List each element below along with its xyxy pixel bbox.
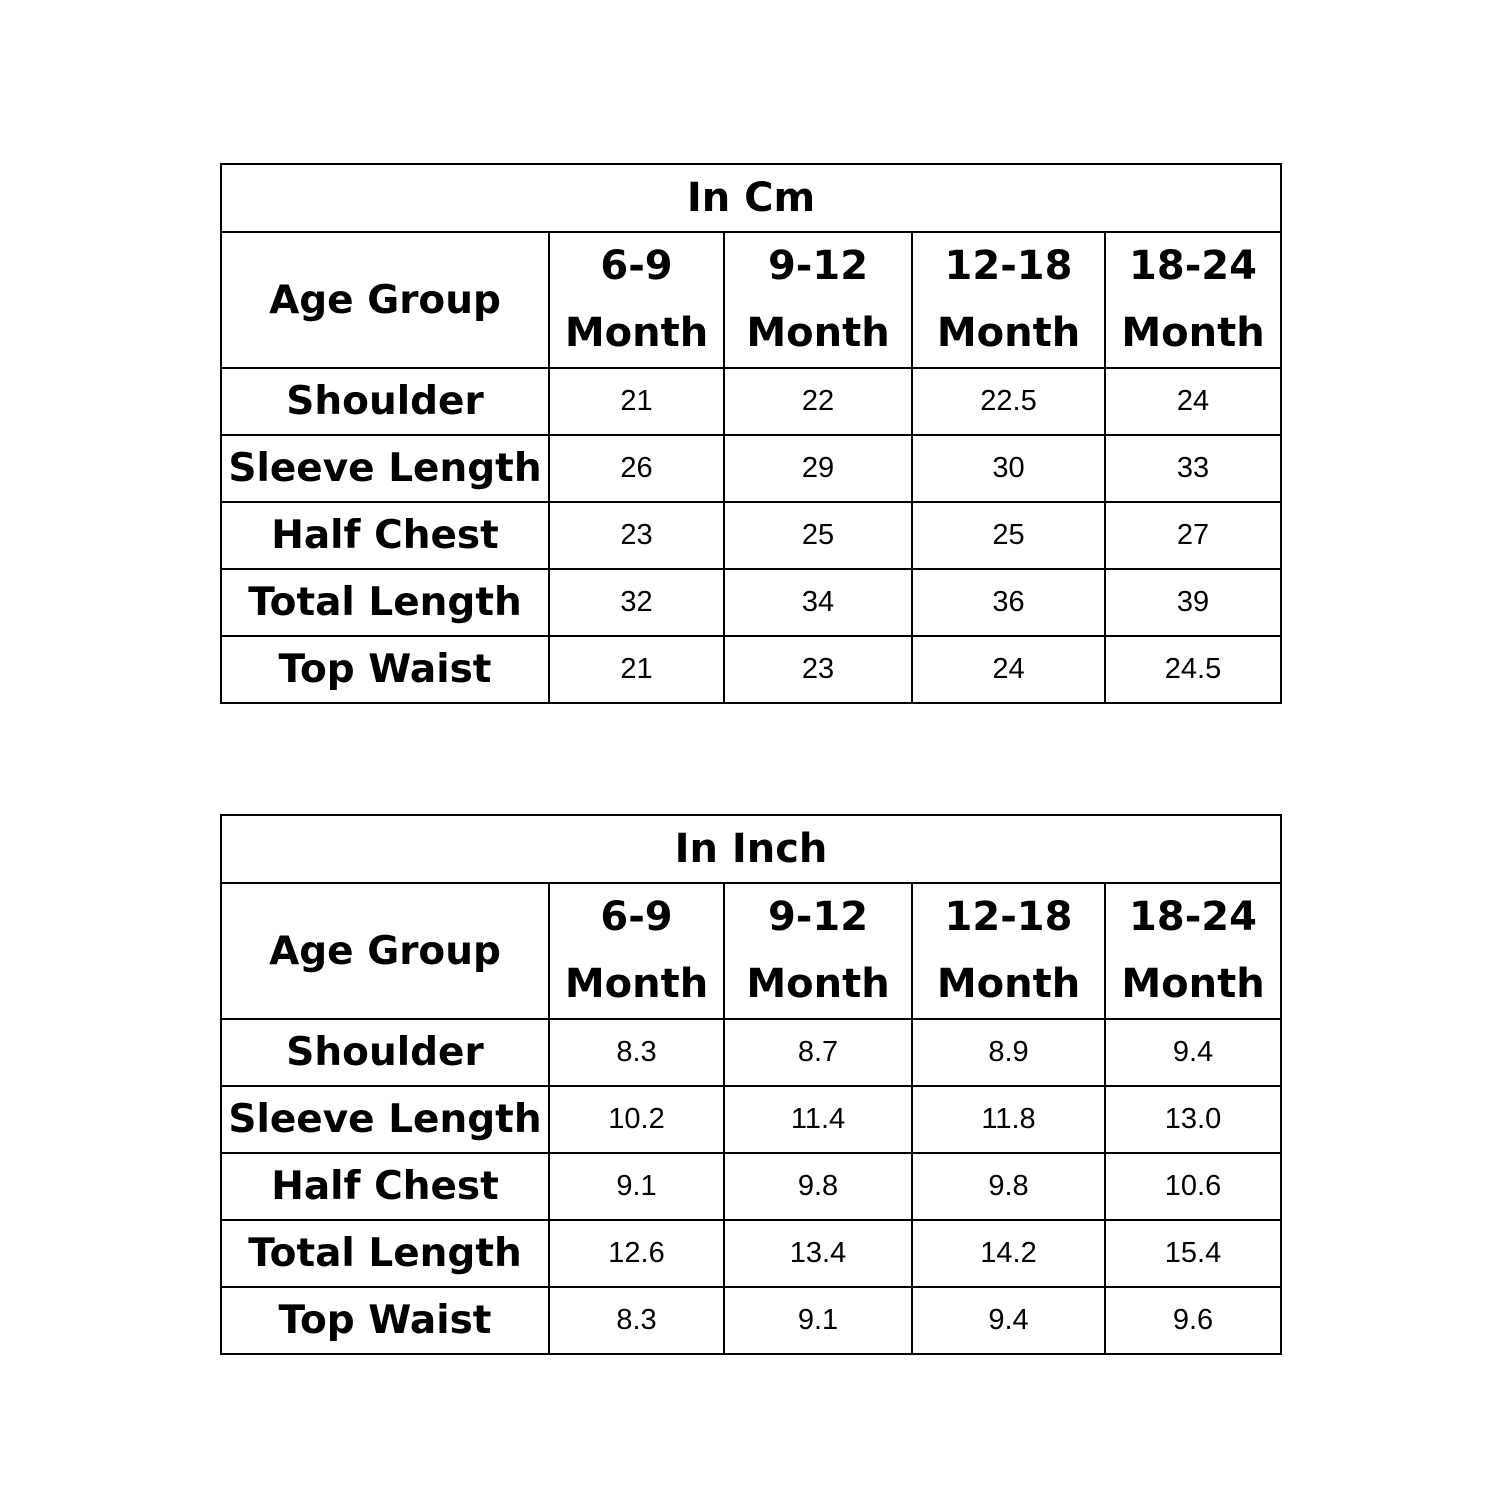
- age-unit: Month: [746, 310, 890, 356]
- row-label: Shoulder: [221, 1019, 549, 1086]
- value-cell: 25: [724, 502, 912, 569]
- header-row: [221, 232, 1281, 368]
- row-label: Half Chest: [221, 502, 549, 569]
- table-title: In Inch: [221, 815, 1281, 883]
- header-row: [221, 883, 1281, 1019]
- value-cell: 11.4: [724, 1086, 912, 1153]
- value-cell: 8.7: [724, 1019, 912, 1086]
- column-header: [1105, 883, 1281, 1019]
- table-row: [221, 636, 1281, 703]
- column-header: [912, 883, 1105, 1019]
- value-cell: 24: [912, 636, 1105, 703]
- value-cell: 30: [912, 435, 1105, 502]
- value-cell: 39: [1105, 569, 1281, 636]
- row-label: Total Length: [221, 569, 549, 636]
- age-unit: Month: [1121, 961, 1265, 1007]
- age-range: 6-9: [600, 243, 673, 289]
- value-cell: 29: [724, 435, 912, 502]
- value-cell: 22: [724, 368, 912, 435]
- table-row: [221, 1287, 1281, 1354]
- value-cell: 15.4: [1105, 1220, 1281, 1287]
- age-range: 18-24: [1129, 243, 1257, 289]
- size-chart-cm-table: [220, 163, 1282, 704]
- age-unit: Month: [936, 310, 1081, 356]
- column-header: [724, 883, 912, 1019]
- row-label: Sleeve Length: [221, 1086, 549, 1153]
- age-unit: Month: [936, 961, 1081, 1007]
- value-cell: 32: [549, 569, 724, 636]
- value-cell: 14.2: [912, 1220, 1105, 1287]
- table-row: [221, 502, 1281, 569]
- table-row: [221, 435, 1281, 502]
- value-cell: 9.6: [1105, 1287, 1281, 1354]
- value-cell: 9.1: [549, 1153, 724, 1220]
- age-unit: Month: [564, 310, 709, 356]
- value-cell: 22.5: [912, 368, 1105, 435]
- value-cell: 12.6: [549, 1220, 724, 1287]
- table-row: [221, 1019, 1281, 1086]
- value-cell: 27: [1105, 502, 1281, 569]
- value-cell: 10.6: [1105, 1153, 1281, 1220]
- column-header: [724, 232, 912, 368]
- value-cell: 24: [1105, 368, 1281, 435]
- age-unit: Month: [564, 961, 709, 1007]
- table-row: [221, 368, 1281, 435]
- table-title-row: [221, 815, 1281, 883]
- table-row: [221, 569, 1281, 636]
- age-range: 9-12: [767, 894, 869, 940]
- value-cell: 9.4: [1105, 1019, 1281, 1086]
- value-cell: 21: [549, 636, 724, 703]
- value-cell: 23: [549, 502, 724, 569]
- row-label: Half Chest: [221, 1153, 549, 1220]
- table-row: [221, 1153, 1281, 1220]
- value-cell: 36: [912, 569, 1105, 636]
- value-cell: 26: [549, 435, 724, 502]
- value-cell: 8.9: [912, 1019, 1105, 1086]
- value-cell: 33: [1105, 435, 1281, 502]
- table-row: [221, 1220, 1281, 1287]
- row-label: Shoulder: [221, 368, 549, 435]
- value-cell: 34: [724, 569, 912, 636]
- table-row: [221, 1086, 1281, 1153]
- value-cell: 13.4: [724, 1220, 912, 1287]
- value-cell: 8.3: [549, 1019, 724, 1086]
- value-cell: 10.2: [549, 1086, 724, 1153]
- age-range: 6-9: [600, 894, 673, 940]
- value-cell: 9.8: [912, 1153, 1105, 1220]
- age-range: 12-18: [944, 243, 1073, 289]
- value-cell: 9.1: [724, 1287, 912, 1354]
- value-cell: 24.5: [1105, 636, 1281, 703]
- value-cell: 25: [912, 502, 1105, 569]
- row-label: Top Waist: [221, 636, 549, 703]
- age-unit: Month: [746, 961, 890, 1007]
- age-group-header: Age Group: [221, 232, 549, 368]
- value-cell: 8.3: [549, 1287, 724, 1354]
- age-group-header: Age Group: [221, 883, 549, 1019]
- age-range: 12-18: [944, 894, 1073, 940]
- column-header: [549, 232, 724, 368]
- value-cell: 9.8: [724, 1153, 912, 1220]
- row-label: Sleeve Length: [221, 435, 549, 502]
- value-cell: 11.8: [912, 1086, 1105, 1153]
- row-label: Total Length: [221, 1220, 549, 1287]
- row-label: Top Waist: [221, 1287, 549, 1354]
- table-title: In Cm: [221, 164, 1281, 232]
- age-unit: Month: [1121, 310, 1265, 356]
- value-cell: 23: [724, 636, 912, 703]
- table-title-row: [221, 164, 1281, 232]
- value-cell: 9.4: [912, 1287, 1105, 1354]
- age-range: 18-24: [1129, 894, 1257, 940]
- column-header: [912, 232, 1105, 368]
- age-range: 9-12: [767, 243, 869, 289]
- column-header: [549, 883, 724, 1019]
- value-cell: 13.0: [1105, 1086, 1281, 1153]
- column-header: [1105, 232, 1281, 368]
- value-cell: 21: [549, 368, 724, 435]
- size-chart-inch-table: [220, 814, 1282, 1355]
